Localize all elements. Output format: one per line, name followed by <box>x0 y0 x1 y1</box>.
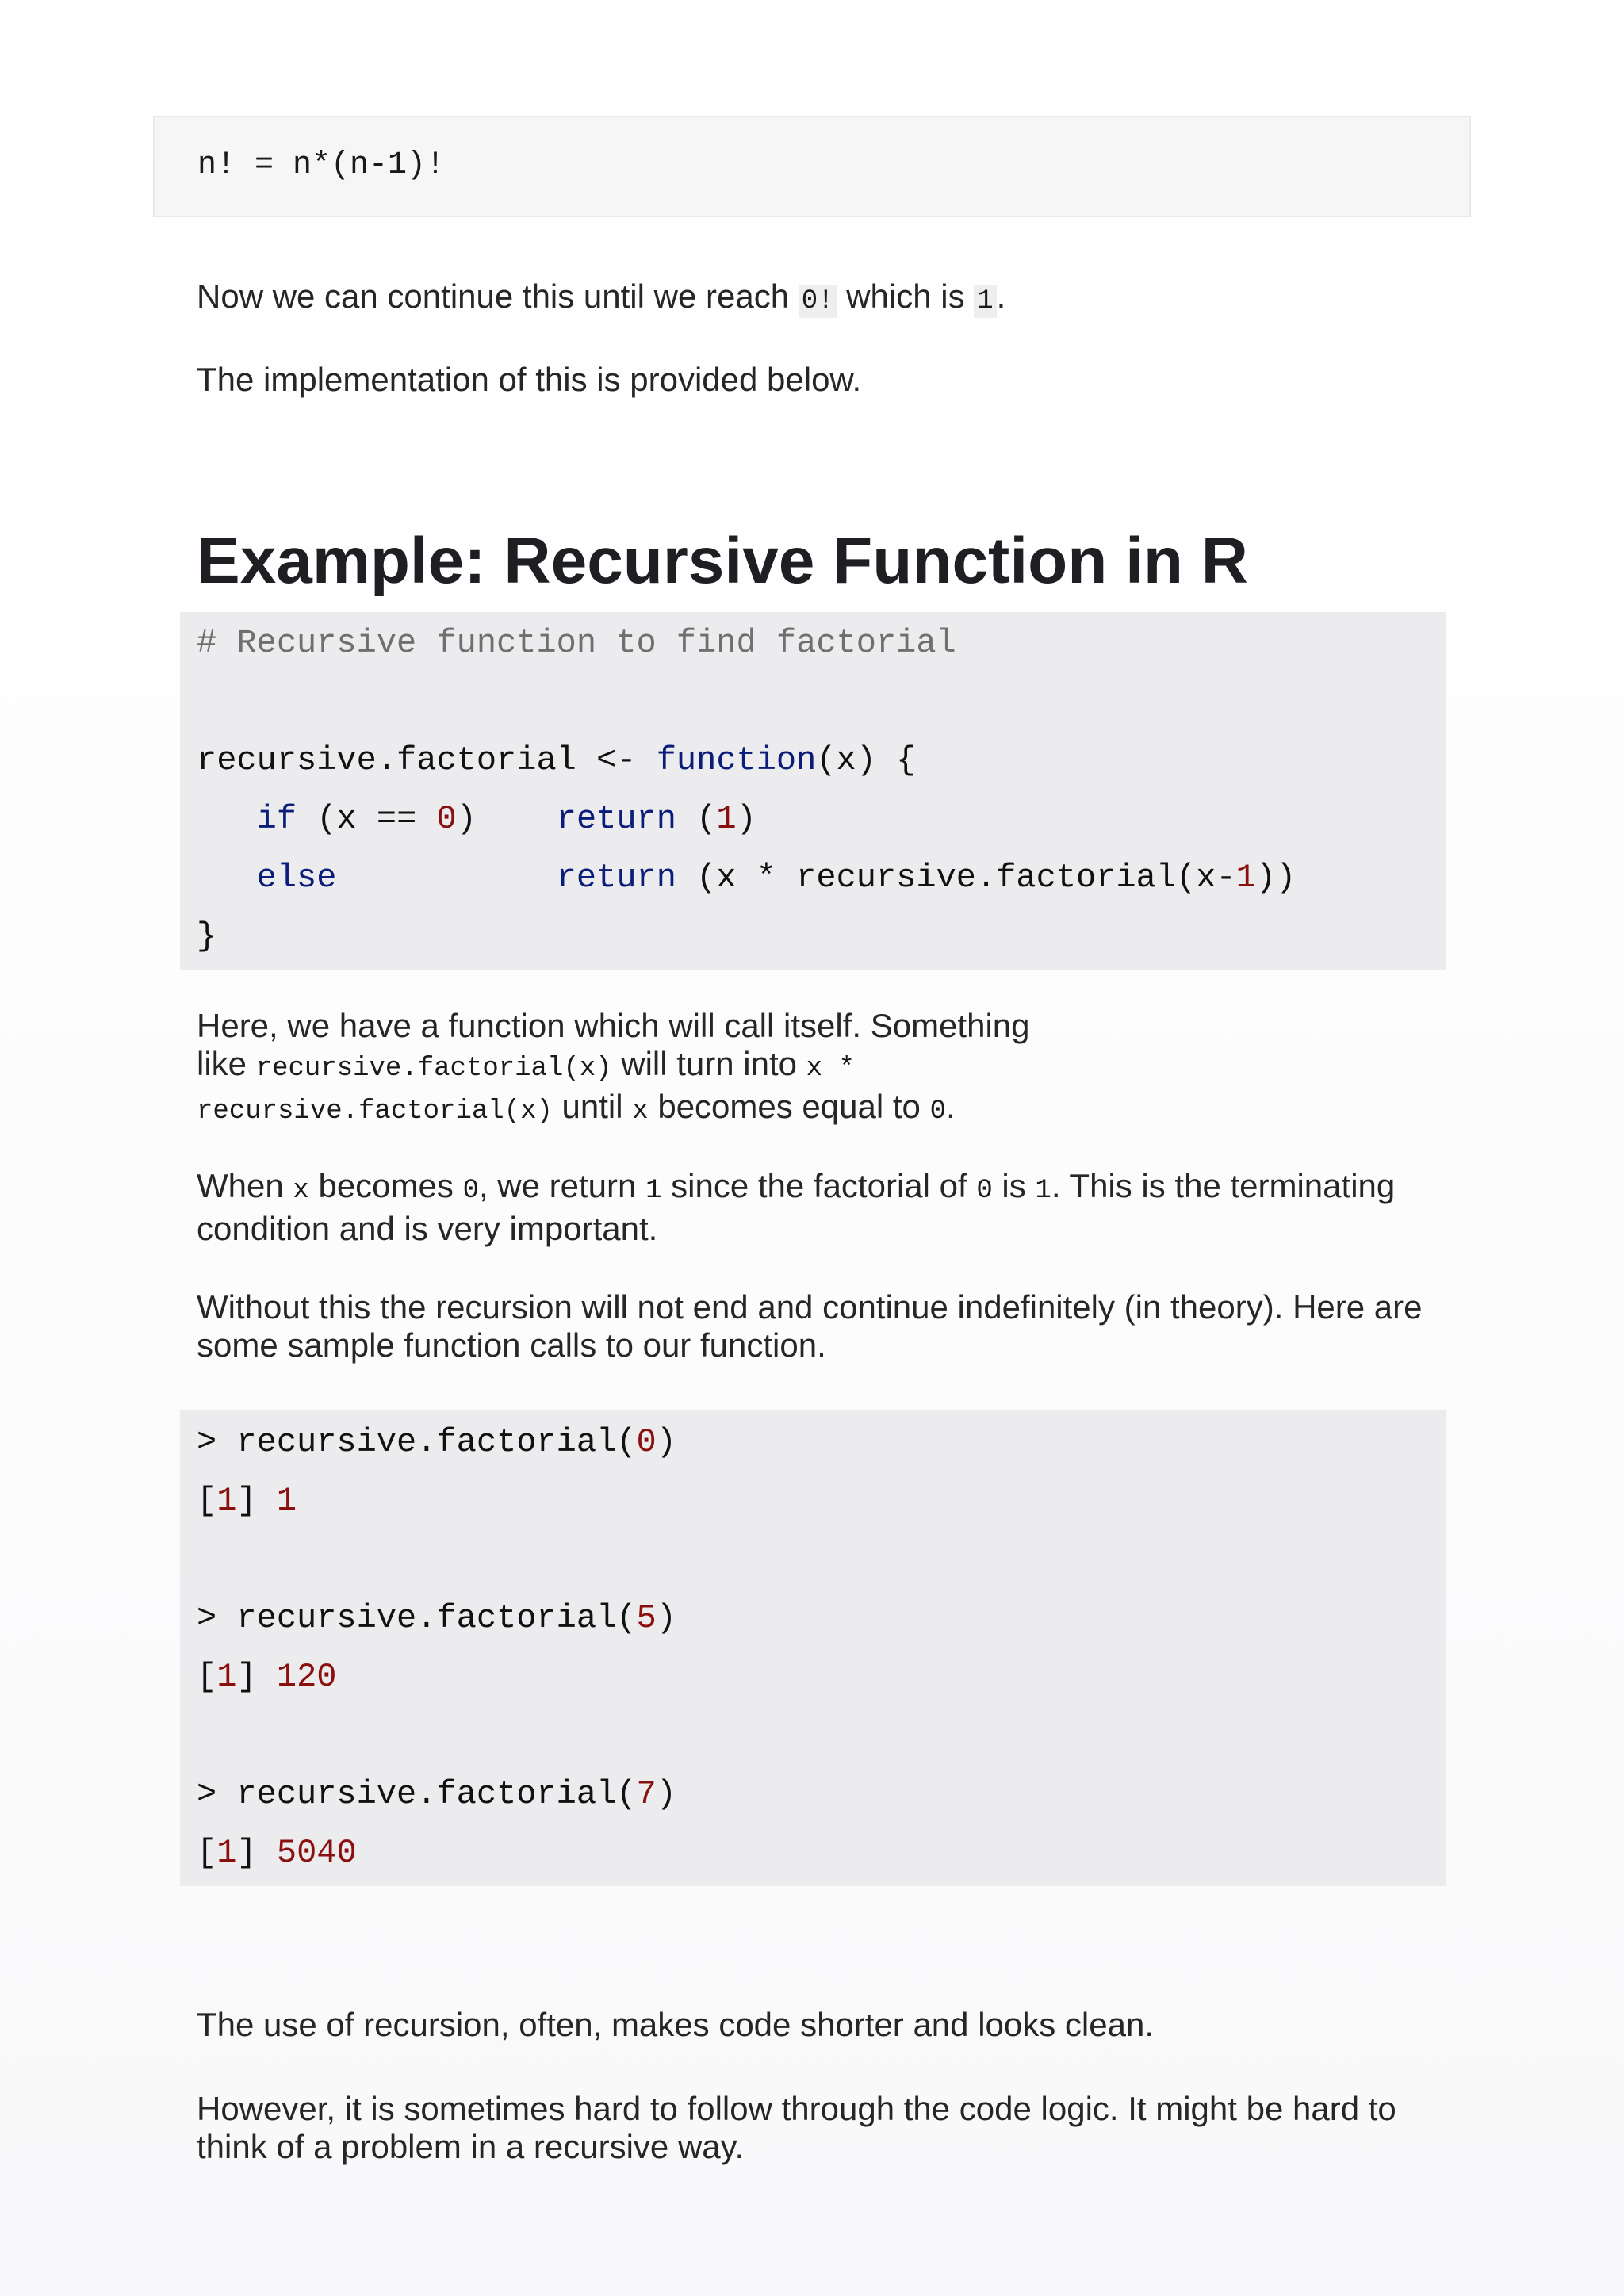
inline-code: x <box>293 1176 309 1206</box>
code-number: 1 <box>216 1482 237 1520</box>
code-keyword: function <box>656 741 817 779</box>
code-token: (x) { <box>816 741 917 779</box>
outro-paragraph-1: The use of recursion, often, makes code shorter and looks clean. <box>197 2006 1154 2043</box>
result-line-2 <box>197 1658 336 1696</box>
intro-paragraph-1 <box>197 277 1005 320</box>
code-line-2 <box>197 800 756 838</box>
explain-paragraph-1 <box>197 1007 1030 1131</box>
code-token: > recursive.factorial( <box>197 1599 637 1637</box>
explain-text: Without this the recursion will not end and continue indefinitely (in theory). Here are <box>197 1288 1423 1326</box>
sample-calls-code-block <box>180 1410 1446 1886</box>
code-token <box>336 859 556 897</box>
code-keyword: return <box>556 859 676 897</box>
formula-code: n! = n*(n-1)! <box>197 147 446 183</box>
code-number: 5 <box>636 1599 657 1637</box>
code-token: ) <box>736 800 756 838</box>
code-number: 1 <box>216 1834 237 1872</box>
explain-text: since the factorial of <box>661 1167 977 1204</box>
section-heading: Example: Recursive Function in R <box>197 525 1248 597</box>
explain-paragraph-2 <box>197 1167 1395 1248</box>
explain-text: becomes <box>308 1167 463 1204</box>
inline-code: 0 <box>929 1096 946 1127</box>
function-code-block <box>180 612 1446 970</box>
explain-text: Here, we have a function which will call itself. Something <box>197 1007 1030 1044</box>
inline-code: recursive.factorial(x) <box>255 1054 612 1084</box>
code-token: )) <box>1255 859 1297 897</box>
formula-code-block <box>153 116 1471 217</box>
inline-code: x <box>632 1096 649 1127</box>
code-number: 7 <box>636 1775 657 1813</box>
explain-text: until <box>552 1088 633 1125</box>
code-keyword: else <box>256 859 337 897</box>
code-keyword: return <box>556 800 676 838</box>
call-line-3 <box>197 1775 676 1813</box>
code-line-3 <box>197 859 1296 897</box>
code-number: 0 <box>436 800 457 838</box>
code-token: ( <box>676 800 717 838</box>
code-token: ) <box>456 800 557 838</box>
code-token: [ <box>197 1834 217 1872</box>
code-token: ] <box>236 1482 277 1520</box>
outro-text: However, it is sometimes hard to follow through the code logic. It might be hard to <box>197 2090 1396 2127</box>
code-number: 1 <box>716 800 737 838</box>
code-keyword: if <box>256 800 297 838</box>
explain-text: some sample function calls to our function. <box>197 1326 826 1364</box>
explain-text: is <box>992 1167 1036 1204</box>
code-token: ] <box>236 1834 277 1872</box>
code-token: > recursive.factorial( <box>197 1775 637 1813</box>
call-line-2 <box>197 1599 676 1637</box>
code-token: ) <box>656 1423 676 1461</box>
inline-code: 1 <box>645 1176 662 1206</box>
explain-text: will turn into <box>611 1045 806 1082</box>
code-token: [ <box>197 1658 217 1696</box>
explain-paragraph-3 <box>197 1288 1422 1364</box>
code-number: 1 <box>1235 859 1256 897</box>
outro-paragraph-2 <box>197 2090 1396 2166</box>
result-line-1 <box>197 1482 297 1520</box>
inline-code: x * <box>806 1054 855 1084</box>
call-line-1 <box>197 1423 676 1461</box>
code-result: 1 <box>276 1482 297 1520</box>
intro-text: . <box>996 277 1006 315</box>
code-token: [ <box>197 1482 217 1520</box>
explain-text: , we return <box>478 1167 646 1204</box>
outro-text: think of a problem in a recursive way. <box>197 2128 745 2165</box>
explain-text: . This is the terminating <box>1051 1167 1396 1204</box>
inline-code: 1 <box>1035 1176 1051 1206</box>
result-line-3 <box>197 1834 357 1872</box>
inline-code: 1 <box>974 285 996 318</box>
inline-code: 0 <box>976 1176 993 1206</box>
code-line-4: } <box>197 917 217 955</box>
code-token: ) <box>656 1775 676 1813</box>
code-comment: # Recursive function to find factorial <box>197 624 956 662</box>
code-result: 120 <box>276 1658 337 1696</box>
code-token: (x * recursive.factorial(x- <box>676 859 1236 897</box>
explain-text: . <box>945 1088 956 1125</box>
code-number: 1 <box>216 1658 237 1696</box>
code-token: ] <box>236 1658 277 1696</box>
code-token: > recursive.factorial( <box>197 1423 637 1461</box>
intro-text: Now we can continue this until we reach <box>197 277 799 315</box>
inline-code: recursive.factorial(x) <box>197 1096 553 1127</box>
explain-text: When <box>197 1167 293 1204</box>
intro-text: which is <box>837 277 975 315</box>
intro-paragraph-2: The implementation of this is provided below. <box>197 361 862 398</box>
code-token <box>197 859 257 897</box>
code-token: (x == <box>297 800 437 838</box>
code-token: ) <box>656 1599 676 1637</box>
explain-text: condition and is very important. <box>197 1210 658 1247</box>
code-number: 0 <box>636 1423 657 1461</box>
inline-code: 0 <box>462 1176 479 1206</box>
explain-text: like <box>197 1045 256 1082</box>
explain-text: becomes equal to <box>648 1088 930 1125</box>
inline-code: 0! <box>799 285 837 318</box>
code-token <box>197 800 257 838</box>
code-token: recursive.factorial <- <box>197 741 657 779</box>
code-line-1 <box>197 741 916 779</box>
code-result: 5040 <box>276 1834 357 1872</box>
